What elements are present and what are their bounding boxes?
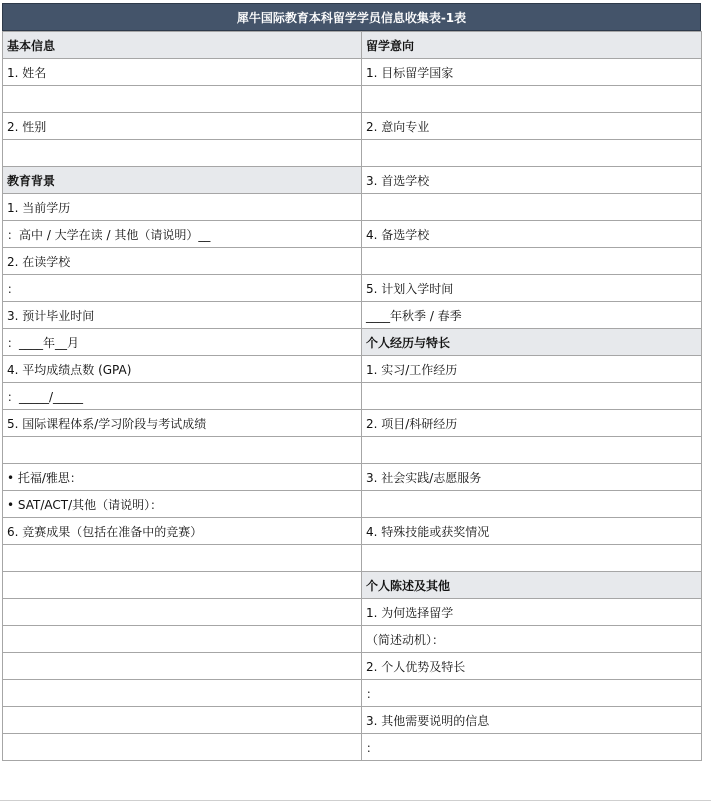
form-row [3,545,702,572]
field-label-right: 3. 其他需要说明的信息 [362,707,702,734]
field-label-right: 4. 特殊技能或获奖情况 [362,518,702,545]
field-label-left: 2. 在读学校 [3,248,362,275]
field-label-left: 1. 姓名 [3,59,362,86]
field-label-right: 2. 个人优势及特长 [362,653,702,680]
answer-cell-left[interactable] [3,680,362,707]
field-label-right: 1. 为何选择留学 [362,599,702,626]
answer-cell-right[interactable] [362,194,702,221]
answer-cell-left[interactable] [3,599,362,626]
form-row [3,221,702,248]
form-row [3,383,702,410]
form-row [3,86,702,113]
answer-cell-right[interactable] [362,491,702,518]
form-row [3,734,702,761]
field-label-right: ____年秋季 / 春季 [362,302,702,329]
answer-cell-right[interactable] [362,437,702,464]
form-row [3,167,702,194]
section-header-left: 基本信息 [3,32,362,59]
field-label-right: 1. 目标留学国家 [362,59,702,86]
field-label-left: ：高中 / 大学在读 / 其他（请说明）__ [3,221,362,248]
field-label-right: ： [362,680,702,707]
answer-cell-left[interactable] [3,572,362,599]
form-table [2,31,702,761]
form-title: 犀牛国际教育本科留学学员信息收集表-1表 [2,3,701,31]
form-row [3,302,702,329]
field-label-left: 2. 性别 [3,113,362,140]
form-row [3,572,702,599]
form-row [3,626,702,653]
field-label-right: 3. 首选学校 [362,167,702,194]
field-label-left: • 托福/雅思： [3,464,362,491]
field-label-right: 2. 意向专业 [362,113,702,140]
form-row [3,194,702,221]
form-row [3,113,702,140]
field-label-right: 2. 项目/科研经历 [362,410,702,437]
form-sheet [2,3,701,761]
answer-cell-left[interactable] [3,707,362,734]
field-label-left: 5. 国际课程体系/学习阶段与考试成绩 [3,410,362,437]
form-row [3,680,702,707]
section-header-right: 留学意向 [362,32,702,59]
answer-cell-left[interactable] [3,545,362,572]
answer-cell-left[interactable] [3,653,362,680]
answer-cell-left[interactable] [3,140,362,167]
form-row [3,518,702,545]
form-row [3,437,702,464]
field-label-right: 1. 实习/工作经历 [362,356,702,383]
answer-cell-right[interactable] [362,248,702,275]
form-row [3,275,702,302]
form-row [3,491,702,518]
field-label-left: ：_____/_____ [3,383,362,410]
form-table-body [3,32,702,761]
form-row [3,464,702,491]
form-row [3,59,702,86]
field-label-right: （简述动机）： [362,626,702,653]
section-header-right: 个人陈述及其他 [362,572,702,599]
form-row [3,356,702,383]
answer-cell-right[interactable] [362,383,702,410]
field-label-left: 1. 当前学历 [3,194,362,221]
answer-cell-left[interactable] [3,437,362,464]
field-label-left: 6. 竞赛成果（包括在准备中的竞赛） [3,518,362,545]
form-row [3,707,702,734]
answer-cell-left[interactable] [3,734,362,761]
field-label-right: 5. 计划入学时间 [362,275,702,302]
field-label-left: 3. 预计毕业时间 [3,302,362,329]
field-label-left: ： [3,275,362,302]
section-header-left: 教育背景 [3,167,362,194]
form-row [3,248,702,275]
field-label-left: ：____年__月 [3,329,362,356]
answer-cell-left[interactable] [3,626,362,653]
field-label-left: 4. 平均成绩点数 (GPA) [3,356,362,383]
form-row [3,599,702,626]
answer-cell-right[interactable] [362,86,702,113]
field-label-left: • SAT/ACT/其他（请说明）： [3,491,362,518]
form-row [3,32,702,59]
form-row [3,140,702,167]
form-row [3,410,702,437]
field-label-right: ： [362,734,702,761]
section-header-right: 个人经历与特长 [362,329,702,356]
answer-cell-right[interactable] [362,140,702,167]
form-row [3,329,702,356]
answer-cell-right[interactable] [362,545,702,572]
field-label-right: 3. 社会实践/志愿服务 [362,464,702,491]
answer-cell-left[interactable] [3,86,362,113]
field-label-right: 4. 备选学校 [362,221,702,248]
page-bottom-divider [0,800,711,801]
form-row [3,653,702,680]
